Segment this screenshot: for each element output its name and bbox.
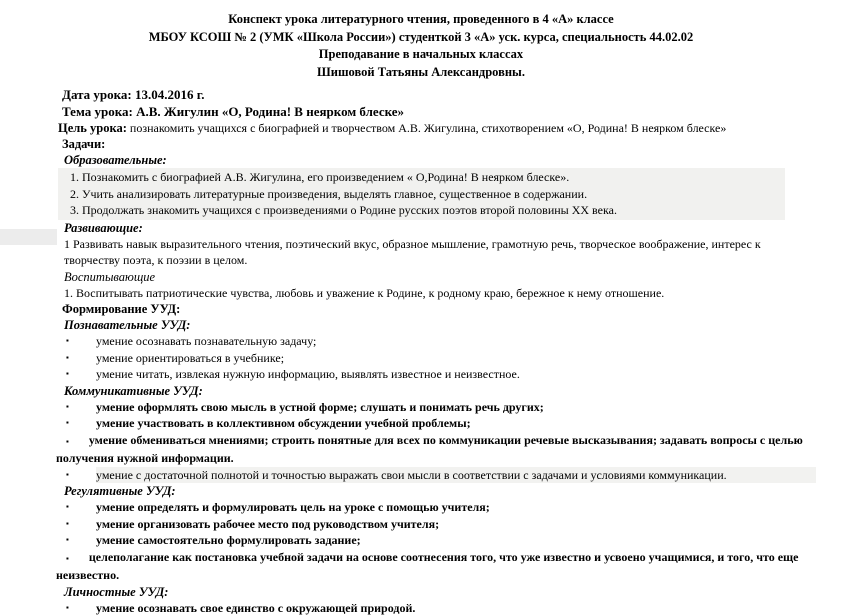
bullet-square-icon: ▪	[66, 554, 69, 563]
scan-artifact-box	[0, 229, 57, 245]
uud-item-text-highlighted: умение с достаточной полнотой и точностью выражать свои мысли в соответствии с задачами и условиями коммуникации.	[96, 467, 816, 484]
bullet-square-icon: ▪	[66, 399, 69, 416]
uud-item-text: целеполагание как постановка учебной задачи на основе соотнесения того, что уже известно и усвоено учащимися, и того, что еще неизвестно.	[56, 550, 798, 583]
bullet-square-icon: ▪	[66, 333, 69, 350]
uud-item	[56, 600, 816, 616]
uud-item-text: умение определять и формулировать цель на уроке с помощью учителя;	[96, 500, 490, 514]
bullet-square-icon: ▪	[66, 350, 69, 367]
section-heading-educational: Образовательные:	[64, 152, 816, 168]
header-line-3: Преподавание в начальных классах	[0, 46, 842, 64]
uud-item-text: умение читать, извлекая нужную информацию, выявлять известное и неизвестное.	[96, 367, 520, 381]
section-heading-personal: Личностные УУД:	[64, 584, 816, 600]
task-item: 3. Продолжать знакомить учащихся с произведениями о Родине русских поэтов второй половины XX века.	[70, 202, 779, 219]
uud-item-text: умение организовать рабочее место под руководством учителя;	[96, 517, 439, 531]
task-item: 1. Познакомить с биографией А.В. Жигулина, его произведением « О,Родина! В неярком блеске».	[70, 169, 779, 186]
uud-item	[56, 532, 816, 549]
header-line-2: МБОУ КСОШ № 2 (УМК «Школа России») студенткой 3 «А» уск. курса, специальность 44.02.02	[0, 29, 842, 47]
bullet-square-icon: ▪	[66, 600, 69, 616]
uud-item-text: умение обмениваться мнениями; строить понятные для всех по коммуникации речевые высказывания; задавать вопросы с целью получения нужной информации.	[56, 433, 803, 466]
uud-item	[56, 350, 816, 367]
bullet-square-icon: ▪	[66, 415, 69, 432]
header-line-1: Конспект урока литературного чтения, проведенного в 4 «А» классе	[0, 11, 842, 29]
uud-item-text: умение самостоятельно формулировать задание;	[96, 533, 361, 547]
uud-item	[56, 415, 816, 432]
document-header	[0, 0, 842, 81]
uud-item	[56, 432, 816, 467]
uud-heading: Формирование УУД:	[62, 301, 816, 317]
document-body	[56, 86, 816, 616]
section-heading-upbringing: Воспитывающие	[64, 269, 816, 285]
educational-tasks-highlight	[58, 168, 785, 220]
bullet-square-icon: ▪	[66, 437, 69, 446]
tasks-label: Задачи:	[62, 136, 816, 152]
uud-item	[56, 399, 816, 416]
lesson-goal-line	[58, 120, 816, 136]
header-line-4: Шишовой Татьяны Александровны.	[0, 64, 842, 82]
lesson-topic-line: Тема урока: А.В. Жигулин «О, Родина! В неярком блеске»	[62, 103, 816, 120]
uud-item-text: умение осознавать познавательную задачу;	[96, 334, 316, 348]
uud-item	[56, 516, 816, 533]
uud-item-text: умение оформлять свою мысль в устной форме; слушать и понимать речь других;	[96, 400, 544, 414]
section-heading-communicative: Коммуникативные УУД:	[64, 383, 816, 399]
uud-item	[56, 366, 816, 383]
goal-label: Цель урока:	[58, 121, 127, 135]
uud-item	[56, 467, 816, 484]
section-heading-regulatory: Регулятивные УУД:	[64, 483, 816, 499]
task-item: 1 Развивать навык выразительного чтения, поэтический вкус, образное мышление, грамотную речь, творческое воображение, интерес к творчеству поэта, к поэзии в целом.	[64, 236, 816, 269]
bullet-square-icon: ▪	[66, 366, 69, 383]
section-heading-cognitive: Познавательные УУД:	[64, 317, 816, 333]
uud-item-text: умение ориентироваться в учебнике;	[96, 351, 284, 365]
goal-text: познакомить учащихся с биографией и творчеством А.В. Жигулина, стихотворением «О, Родина! В неярком блеске»	[127, 121, 726, 135]
bullet-square-icon: ▪	[66, 532, 69, 549]
lesson-date-line: Дата урока: 13.04.2016 г.	[62, 86, 816, 103]
bullet-square-icon: ▪	[66, 467, 69, 484]
task-item: 2. Учить анализировать литературные произведения, выделять главное, существенное в содержании.	[70, 186, 779, 203]
bullet-square-icon: ▪	[66, 516, 69, 533]
section-heading-developmental: Развивающие:	[64, 220, 816, 236]
uud-item-text: умение участвовать в коллективном обсуждении учебной проблемы;	[96, 416, 471, 430]
uud-item	[56, 499, 816, 516]
task-item: 1. Воспитывать патриотические чувства, любовь и уважение к Родине, к родному краю, бережное к нему отношение.	[64, 285, 816, 302]
bullet-square-icon: ▪	[66, 499, 69, 516]
uud-item-text: умение осознавать свое единство с окружающей природой.	[96, 601, 415, 615]
uud-item	[56, 549, 816, 584]
uud-item	[56, 333, 816, 350]
